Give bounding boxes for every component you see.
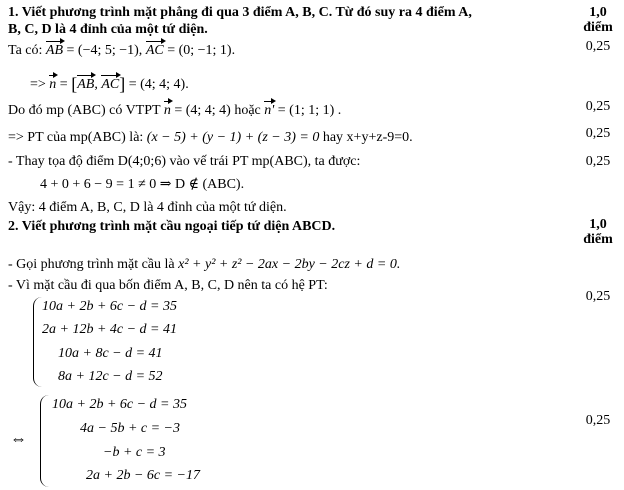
system1-eq2: 2a + 12b + 4c − d = 41 bbox=[42, 322, 178, 337]
system2-brace bbox=[40, 395, 49, 487]
part2-heading: 2. Viết phương trình mặt cầu ngoại tiếp tứ diện ABCD. bbox=[8, 219, 336, 234]
system-intro: - Vì mặt cầu đi qua bốn điểm A, B, C, D nên ta có hệ PT: bbox=[8, 278, 328, 293]
sphere-equation-line bbox=[8, 258, 400, 272]
system1-eq3: 10a + 8c − d = 41 bbox=[58, 346, 163, 361]
vector-n: n bbox=[49, 77, 57, 92]
system1-eq4: 8a + 12c − d = 52 bbox=[58, 369, 163, 384]
bracket-open: [ bbox=[71, 74, 78, 94]
part1-conclusion: Vậy: 4 điểm A, B, C, D là 4 đỉnh của một tứ diện. bbox=[8, 200, 287, 215]
vtpt-value: = (4; 4; 4) bbox=[170, 103, 231, 118]
score-0-25-a: 0,25 bbox=[585, 39, 611, 54]
vector-ab: AB bbox=[45, 43, 64, 58]
part2-score bbox=[568, 218, 624, 247]
system2-eq3: −b + c = 3 bbox=[103, 445, 166, 460]
part2-score-value: 1,0 bbox=[589, 217, 607, 232]
cross-comma: , bbox=[94, 77, 102, 92]
plane-equation: (x − 5) + (y − 1) + (z − 3) = 0 bbox=[146, 130, 320, 145]
sphere-equation: x² + y² + z² − 2ax − 2by − 2cz + d = 0. bbox=[178, 257, 401, 272]
vector-ab-value: = (−4; 5; −1), bbox=[63, 43, 146, 58]
goi-label: - Gọi phương trình mặt cầu là bbox=[8, 257, 179, 272]
pt-label: => PT của mp(ABC) là: bbox=[8, 130, 147, 145]
vtpt-label: Do đó mp (ABC) có VTPT bbox=[8, 103, 164, 118]
system1-brace bbox=[33, 297, 42, 387]
system2-eq4: 2a + 2b − 6c = −17 bbox=[86, 468, 201, 483]
vector-ac: AC bbox=[145, 43, 164, 58]
system2-eq1: 10a + 2b + 6c − d = 35 bbox=[52, 397, 188, 412]
normal-vector-line bbox=[30, 75, 189, 93]
score-0-25-b: 0,25 bbox=[585, 99, 611, 114]
part1-score-value: 1,0 bbox=[589, 5, 607, 20]
plane-equation-line bbox=[8, 131, 413, 145]
vector-ac-value: = (0; −1; 1). bbox=[163, 43, 236, 58]
substitute-text: - Thay tọa độ điểm D(4;0;6) vào vế trái PT mp(ABC), ta được: bbox=[8, 154, 361, 169]
vtpt-vector-n: n bbox=[163, 103, 171, 118]
vtpt-or: hoặc bbox=[230, 103, 265, 118]
part2-score-unit: điểm bbox=[583, 231, 613, 247]
part1-score-unit: điểm bbox=[583, 19, 613, 35]
vector-ab-ac-line bbox=[8, 44, 235, 58]
vector-ab-cross: AB bbox=[77, 77, 95, 92]
score-0-25-c: 0,25 bbox=[585, 126, 611, 141]
part1-heading-line1: 1. Viết phương trình mặt phẳng đi qua 3 điểm A, B, C. Từ đó suy ra 4 điểm A, bbox=[8, 5, 472, 20]
plane-equation-simplified: hay x+y+z-9=0. bbox=[319, 130, 413, 145]
implies-label: => bbox=[30, 77, 50, 92]
normal-vector-value: = (4; 4; 4). bbox=[125, 77, 189, 92]
part1-score bbox=[568, 6, 624, 35]
substitution-calc: 4 + 0 + 6 − 9 = 1 ≠ 0 ⇒ D ∉ (ABC). bbox=[40, 177, 245, 192]
part1-heading-line2: B, C, D là 4 đỉnh của một tứ diện. bbox=[8, 22, 208, 37]
ta-co-label: Ta có: bbox=[8, 43, 46, 58]
bracket-close: ] bbox=[119, 74, 126, 94]
vtpt-value-2: = (1; 1; 1) bbox=[274, 103, 335, 118]
vtpt-line bbox=[8, 104, 341, 118]
equivalence-symbol: ⇔ bbox=[10, 429, 27, 448]
score-0-25-d: 0,25 bbox=[585, 154, 611, 169]
vector-ac-cross: AC bbox=[101, 77, 120, 92]
vtpt-end: . bbox=[334, 103, 342, 118]
equals-sign: = bbox=[56, 77, 72, 92]
system1-eq1: 10a + 2b + 6c − d = 35 bbox=[42, 299, 178, 314]
score-0-25-e: 0,25 bbox=[585, 289, 611, 304]
score-0-25-f: 0,25 bbox=[585, 413, 611, 428]
system2-eq2: 4a − 5b + c = −3 bbox=[80, 421, 181, 436]
vtpt-vector-n-prime: n' bbox=[264, 103, 275, 118]
